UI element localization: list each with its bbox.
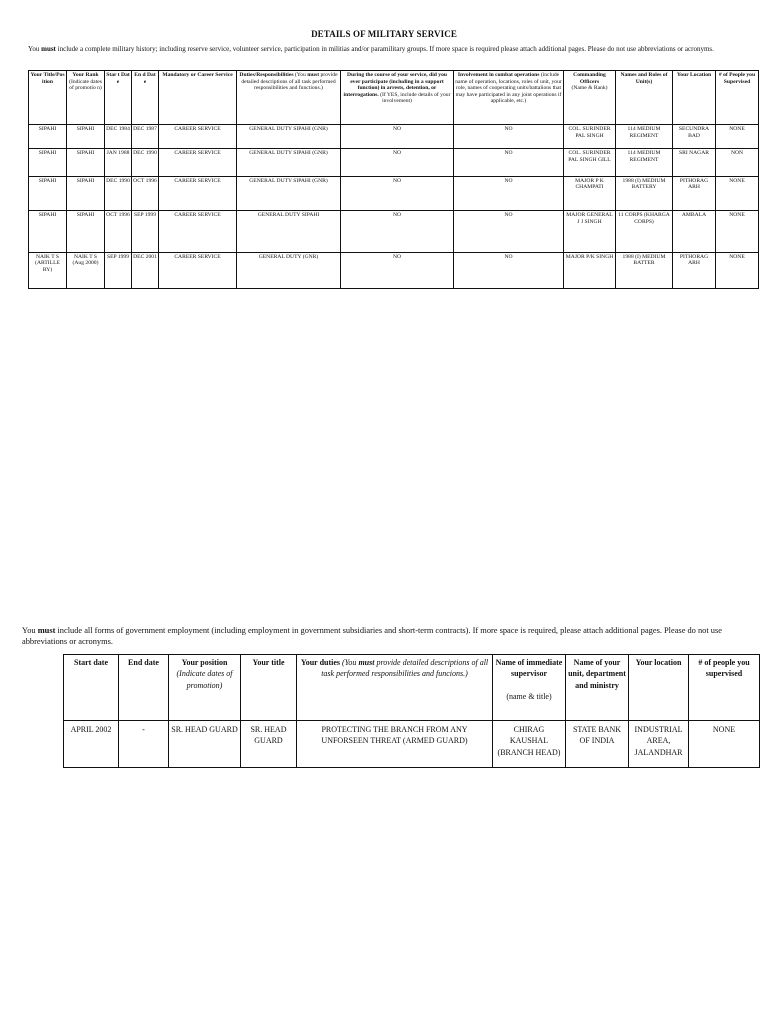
- cell-officer: COL. SURINDER PAL SINGH GILL: [564, 149, 616, 176]
- military-service-table: [28, 70, 759, 289]
- cell-combat: NO: [454, 211, 564, 253]
- cell-location: INDUSTRIAL AREA, JALANDHAR: [629, 721, 689, 768]
- government-instructions: [22, 625, 742, 647]
- table-row: [29, 211, 759, 253]
- cell-arrests: NO: [341, 211, 454, 253]
- page-title: DETAILS OF MILITARY SERVICE: [311, 29, 457, 39]
- col-location: Your location: [629, 655, 689, 721]
- col-duties: Duties/Responsibilities (You must provide detailed descriptions of all task performed responsibilities and functions.): [237, 71, 341, 125]
- cell-people: NONE: [716, 211, 759, 253]
- cell-unit: 1988 (I) MEDIUM BATTERY: [616, 176, 673, 210]
- intro-text: You: [22, 626, 38, 635]
- col-start-date: Start date: [64, 655, 119, 721]
- intro-text: include a complete military history; including reserve service, volunteer service, participation in militias and/or paramilitary groups. If more space is required please attach additional pages. Please do not use abbreviations or acronyms.: [55, 45, 714, 53]
- cell-rank: SIPAHI: [67, 125, 105, 149]
- intro-text: You: [28, 45, 42, 53]
- cell-arrests: NO: [341, 252, 454, 288]
- col-start-date: Star t Dat e: [105, 71, 132, 125]
- cell-officer: MAJOR P K CHAMPATI: [564, 176, 616, 210]
- cell-unit: 114 MEDIUM REGIMENT: [616, 149, 673, 176]
- cell-title: SIPAHI: [29, 149, 67, 176]
- table-header-row: [29, 71, 759, 125]
- cell-end: DEC 2001: [132, 252, 159, 288]
- cell-end: SEP 1999: [132, 211, 159, 253]
- cell-supervisor: CHIRAG KAUSHAL (BRANCH HEAD): [493, 721, 566, 768]
- cell-title: SR. HEAD GUARD: [241, 721, 297, 768]
- cell-service: CAREER SERVICE: [159, 211, 237, 253]
- cell-start: DEC 1990: [105, 176, 132, 210]
- cell-unit: STATE BANK OF INDIA: [566, 721, 629, 768]
- table-row: [29, 125, 759, 149]
- table-row: [29, 252, 759, 288]
- cell-unit: 11 CORPS (KHARGA CORPS): [616, 211, 673, 253]
- intro-emphasis: must: [37, 626, 56, 635]
- col-commanding-officers: Commanding Officers (Name & Rank): [564, 71, 616, 125]
- cell-people: NONE: [716, 125, 759, 149]
- cell-officer: MAJOR P/K SINGH: [564, 252, 616, 288]
- cell-title: SIPAHI: [29, 211, 67, 253]
- col-people-supervised: # of people you supervised: [689, 655, 760, 721]
- cell-start: APRIL 2002: [64, 721, 119, 768]
- col-duties: Your duties (You must provide detailed descriptions of all task performed responsibilities and funcions.): [297, 655, 493, 721]
- col-title-position: Your Title/Pos ition: [29, 71, 67, 125]
- col-supervisor: Name of immediate supervisor (name & title): [493, 655, 566, 721]
- cell-location: SRI NAGAR: [673, 149, 716, 176]
- intro-emphasis: must: [41, 45, 56, 53]
- cell-rank: NAIK T S (Aug 2000): [67, 252, 105, 288]
- col-units: Names and Roles of Unit(s): [616, 71, 673, 125]
- col-end-date: En d Dat e: [132, 71, 159, 125]
- cell-officer: MAJOR GENERAL J J SINGH: [564, 211, 616, 253]
- cell-title: SIPAHI: [29, 176, 67, 210]
- cell-people: NON: [716, 149, 759, 176]
- cell-service: CAREER SERVICE: [159, 252, 237, 288]
- cell-arrests: NO: [341, 149, 454, 176]
- cell-service: CAREER SERVICE: [159, 125, 237, 149]
- cell-people: NONE: [689, 721, 760, 768]
- cell-start: OCT 1996: [105, 211, 132, 253]
- table-row: [29, 149, 759, 176]
- cell-end: OCT 1996: [132, 176, 159, 210]
- cell-location: AMBALA: [673, 211, 716, 253]
- military-instructions: [28, 45, 758, 54]
- cell-start: DEC 1984: [105, 125, 132, 149]
- cell-arrests: NO: [341, 125, 454, 149]
- cell-rank: SIPAHI: [67, 149, 105, 176]
- col-end-date: End date: [119, 655, 169, 721]
- cell-people: NONE: [716, 252, 759, 288]
- cell-location: SECUNDRA BAD: [673, 125, 716, 149]
- table-row: [29, 176, 759, 210]
- col-rank: Your Rank (Indicate dates of promotio n): [67, 71, 105, 125]
- cell-title: SIPAHI: [29, 125, 67, 149]
- cell-location: PITHORAG ARH: [673, 176, 716, 210]
- col-mandatory-career: Mandatory or Career Service: [159, 71, 237, 125]
- col-unit-department: Name of your unit, department and ministry: [566, 655, 629, 721]
- cell-arrests: NO: [341, 176, 454, 210]
- cell-start: SEP 1999: [105, 252, 132, 288]
- cell-rank: SIPAHI: [67, 176, 105, 210]
- cell-rank: SIPAHI: [67, 211, 105, 253]
- cell-service: CAREER SERVICE: [159, 176, 237, 210]
- cell-duties: GENERAL DUTY SIPAHI (GNR): [237, 149, 341, 176]
- cell-combat: NO: [454, 176, 564, 210]
- cell-duties: GENERAL DUTY SIPAHI: [237, 211, 341, 253]
- col-position: Your position (Indicate dates of promotion): [169, 655, 241, 721]
- cell-start: JAN 1988: [105, 149, 132, 176]
- cell-combat: NO: [454, 252, 564, 288]
- cell-duties: GENERAL DUTY SIPAHI (GNR): [237, 176, 341, 210]
- col-combat-operations: Involvement in combat operations (include name of operation, locations, roles of unit, your role, names of cooperating units/battalions that may have participated in any joint operations if applicable, etc.): [454, 71, 564, 125]
- cell-duties: PROTECTING THE BRANCH FROM ANY UNFORSEEN THREAT (ARMED GUARD): [297, 721, 493, 768]
- cell-combat: NO: [454, 149, 564, 176]
- col-arrests-detention: During the course of your service, did you ever participate (including in a support function) in arrests, detention, or interrogations. (If YES, include details of your involvement): [341, 71, 454, 125]
- cell-duties: GENERAL DUTY SIPAHI (GNR): [237, 125, 341, 149]
- cell-end: DEC 1990: [132, 149, 159, 176]
- table-row: [64, 721, 760, 768]
- col-people-supervised: # of People you Supervised: [716, 71, 759, 125]
- cell-location: PITHORAG ARH: [673, 252, 716, 288]
- table-header-row: [64, 655, 760, 721]
- cell-end: -: [119, 721, 169, 768]
- government-employment-table: [63, 654, 760, 768]
- cell-combat: NO: [454, 125, 564, 149]
- col-location: Your Location: [673, 71, 716, 125]
- cell-title: NAIK T S (ARTILLE RY): [29, 252, 67, 288]
- cell-people: NONE: [716, 176, 759, 210]
- intro-text: include all forms of government employment (including employment in government subsidiaries and short-term contracts). If more space is required, please attach additional pages. Please do not use abbreviations or acronyms.: [22, 626, 722, 646]
- cell-end: DEC 1987: [132, 125, 159, 149]
- cell-duties: GENERAL DUTY (GNR): [237, 252, 341, 288]
- cell-position: SR. HEAD GUARD: [169, 721, 241, 768]
- cell-service: CAREER SERVICE: [159, 149, 237, 176]
- cell-officer: COL. SURINDER PAL SINGH: [564, 125, 616, 149]
- col-title: Your title: [241, 655, 297, 721]
- cell-unit: 114 MEDIUM REGIMENT: [616, 125, 673, 149]
- cell-unit: 1988 (I) MEDIUM BATTER: [616, 252, 673, 288]
